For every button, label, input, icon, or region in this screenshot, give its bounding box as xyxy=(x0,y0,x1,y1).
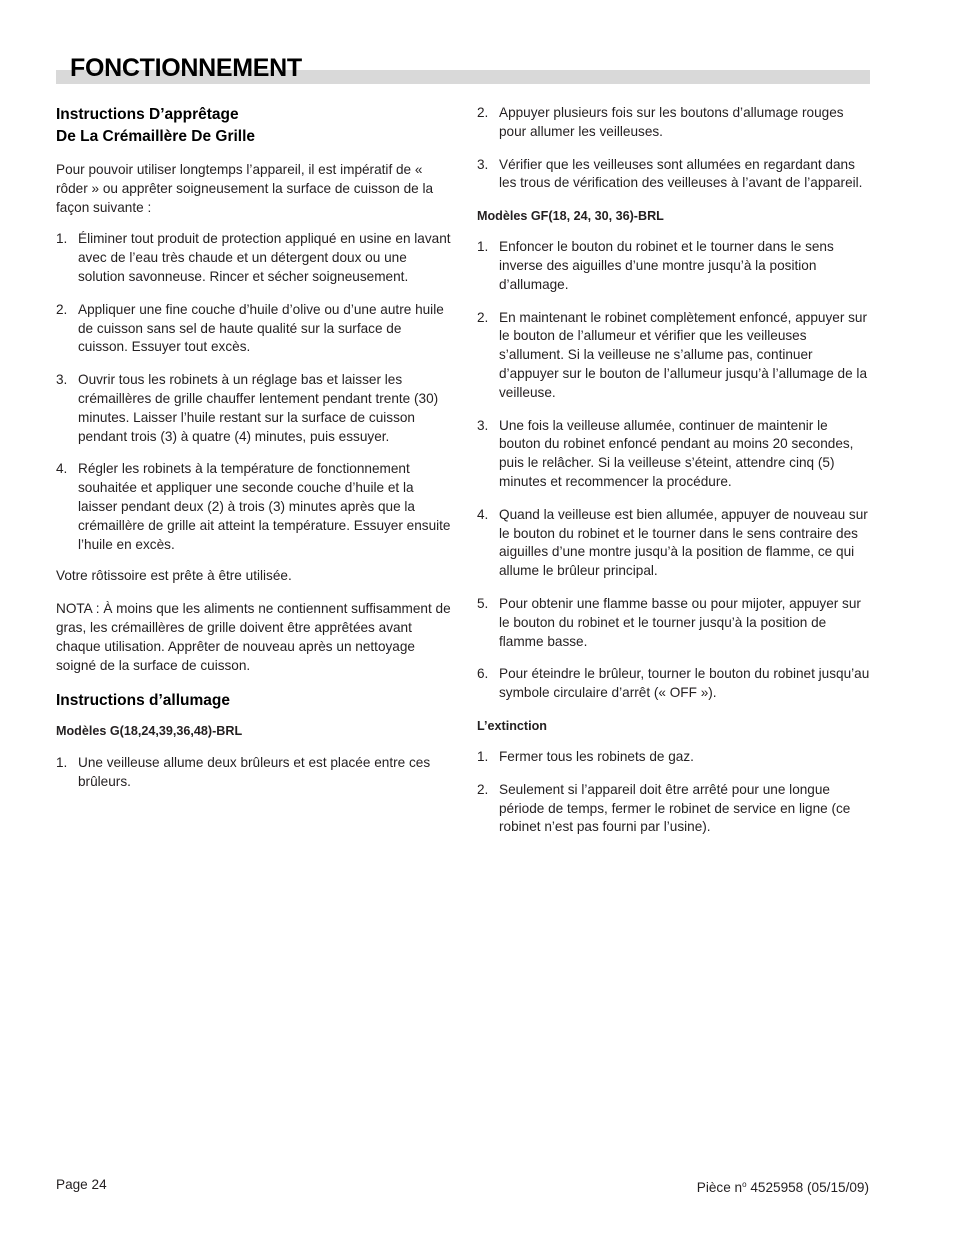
item-number: 4. xyxy=(56,461,68,477)
nota-paragraph: NOTA : À moins que les aliments ne contiennent suffisamment de gras, les crémaillères de grille doivent être apprêtées avant chaque utilisation. Apprêter de nouveau après un nettoyage soigné de la surface de cuisson. xyxy=(56,601,451,673)
page-title: FONCTIONNEMENT xyxy=(70,54,302,82)
item-text: Appliquer une fine couche d’huile d’olive ou d’une autre huile de cuisson sans sel de haute qualité sur la surface de cuisson. Essuyer tout excès. xyxy=(78,301,444,355)
heading-line-1: Instructions D’apprêtage xyxy=(56,106,239,123)
right-column xyxy=(477,104,871,837)
heading-line-2: De La Crémaillère De Grille xyxy=(56,127,256,145)
part-prefix: Pièce n xyxy=(696,1180,743,1195)
list-item xyxy=(56,301,452,357)
ready-paragraph: Votre rôtissoire est prête à être utilisée. xyxy=(56,568,292,584)
item-text: Enfoncer le bouton du robinet et le tourner dans le sens inverse des aiguilles d’une montre jusqu’à la position d’allumage. xyxy=(499,239,834,292)
item-number: 2. xyxy=(477,309,489,325)
item-text: Appuyer plusieurs fois sur les boutons d’allumage rouges pour allumer les veilleuses. xyxy=(499,105,844,139)
part-number xyxy=(697,1176,869,1197)
item-text: Seulement si l’appareil doit être arrêté pour une longue période de temps, fermer le robinet de service en ligne (ce robinet n’est pas fourni par l’usine). xyxy=(499,781,851,835)
item-text: Régler les robinets à la température de fonctionnement souhaitée et appliquer une seconde couche d’huile et la laisser pendant deux (2) à trois (3) minutes après que la crémaillère de grille ait atteint la température. Essuyer ensuite l’huile en excès. xyxy=(78,461,451,552)
item-number: 4. xyxy=(477,506,489,522)
part-value: 4525958 (05/15/09) xyxy=(746,1180,869,1195)
list-item xyxy=(477,104,871,142)
list-item xyxy=(477,748,871,767)
section-heading-lighting: Instructions d’allumage xyxy=(56,692,230,710)
item-number: 3. xyxy=(477,156,489,172)
item-number: 3. xyxy=(56,372,68,388)
item-text: Pour obtenir une flamme basse ou pour mijoter, appuyer sur le bouton du robinet et le tourner jusqu’à la position de flamme basse. xyxy=(499,595,861,649)
item-text: Une veilleuse allume deux brûleurs et est placée entre ces brûleurs. xyxy=(78,754,431,789)
list-item xyxy=(56,754,452,792)
item-number: 2. xyxy=(56,301,68,317)
item-text: En maintenant le robinet complètement enfoncé, appuyer sur le bouton de l’allumeur et vérifier que les veilleuses s’allument. Si la veilleuse ne s’allume pas, continuer d’appuyer sur le bouton de l’allumeur jusqu’à l’allumage de la veilleuse. xyxy=(499,309,868,400)
item-number: 2. xyxy=(477,781,489,797)
left-column xyxy=(56,104,452,791)
list-item xyxy=(56,230,452,286)
list-item xyxy=(477,417,871,492)
list-item xyxy=(477,156,871,194)
item-number: 1. xyxy=(477,239,489,255)
item-number: 1. xyxy=(477,748,489,764)
intro-paragraph: Pour pouvoir utiliser longtemps l’appareil, il est impératif de « rôder » ou apprêter soigneusement la surface de cuisson de la façon suivante : xyxy=(56,162,434,215)
list-item xyxy=(56,460,452,554)
list-item xyxy=(477,781,871,837)
item-text: Ouvrir tous les robinets à un réglage bas et laisser les crémaillères de grille chauffer lentement pendant trente (30) minutes. Laisser l’huile restant sur la surface de cuisson pendant trois (3) à quatre (4) minutes, puis essuyer. xyxy=(78,372,439,444)
page-number: Page 24 xyxy=(56,1177,107,1192)
models-heading-gf: Modèles GF(18, 24, 30, 36)-BRL xyxy=(477,209,664,224)
item-number: 5. xyxy=(477,595,489,611)
item-text: Vérifier que les veilleuses sont allumées en regardant dans les trous de vérification des veilleuses à l’avant de l’appareil. xyxy=(499,156,863,191)
item-number: 3. xyxy=(477,417,489,433)
item-text: Quand la veilleuse est bien allumée, appuyer de nouveau sur le bouton du robinet et le tourner dans le sens contraire des aiguilles d’une montre jusqu’à la position de flamme, ce qui allume le brûleur principal. xyxy=(499,506,868,579)
item-text: Une fois la veilleuse allumée, continuer de maintenir le bouton du robinet enfoncé pendant au moins 20 secondes, puis le relâcher. Si la veilleuse s’éteint, attendre cinq (5) minutes et recommencer la procédure. xyxy=(499,417,854,489)
list-item xyxy=(477,506,871,581)
item-text: Pour éteindre le brûleur, tourner le bouton du robinet jusqu’au symbole circulaire d’arrêt (« OFF »). xyxy=(499,666,870,701)
item-number: 1. xyxy=(56,754,68,770)
item-number: 6. xyxy=(477,666,489,682)
list-item xyxy=(56,371,452,446)
list-item xyxy=(477,665,871,703)
list-item xyxy=(477,309,871,403)
item-text: Éliminer tout produit de protection appliqué en usine en lavant avec de l’eau très chaude et un détergent doux ou une solution savonneuse. Rincer et sécher soigneusement. xyxy=(78,231,451,284)
extinction-heading: L’extinction xyxy=(477,718,547,733)
list-item xyxy=(477,595,871,651)
item-number: 2. xyxy=(477,105,489,120)
item-text: Fermer tous les robinets de gaz. xyxy=(499,748,694,764)
item-number: 1. xyxy=(56,231,68,247)
list-item xyxy=(477,238,871,294)
section-heading-preparation xyxy=(56,104,452,147)
models-heading: Modèles G(18,24,39,36,48)-BRL xyxy=(56,723,243,738)
part-sup: o xyxy=(742,1180,747,1189)
